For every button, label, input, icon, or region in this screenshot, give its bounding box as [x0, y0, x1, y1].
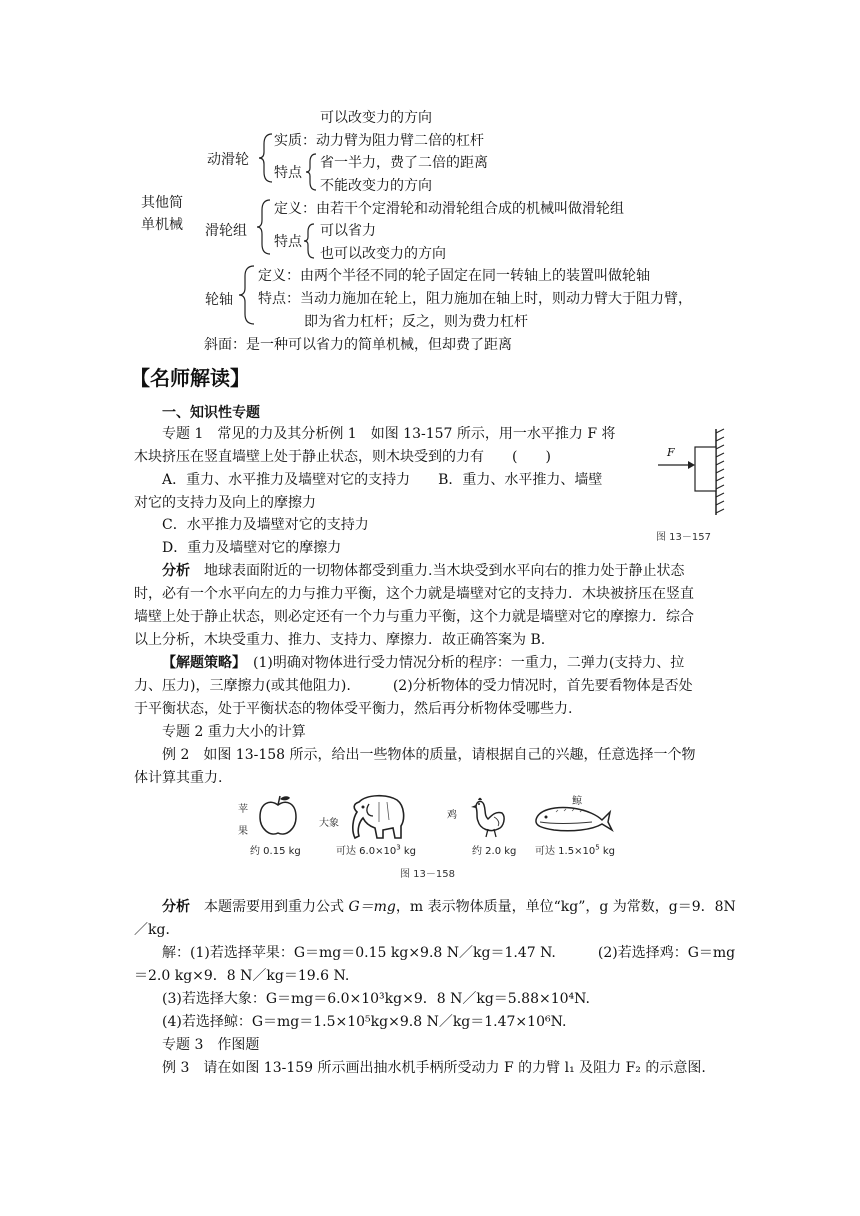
topic1-line1: 专题 1 常见的力及其分析例 1 如图 13-157 所示，用一水平推力 F 将	[162, 426, 616, 442]
movable-pulley-top-line: 可以改变力的方向	[320, 110, 432, 126]
elephant-mass-unit: kg	[400, 846, 416, 857]
chicken-icon	[466, 793, 510, 841]
topic1-option-a-cont: 对它的支持力及向上的摩擦力	[134, 495, 316, 511]
topic3-line1: 例 3 请在如图 13-159 所示画出抽水机手柄所受动力 F 的力臂 l₁ 及阻力 F₂ 的示意图.	[162, 1060, 706, 1076]
movable-pulley-feature2: 不能改变力的方向	[320, 178, 432, 194]
topic2-title: 专题 2 重力大小的计算	[162, 724, 306, 740]
incline-line: 斜面：是一种可以省力的简单机械，但却费了距离	[204, 337, 512, 353]
elephant-mass-exp: 3	[396, 843, 401, 852]
topic1-option-c: C．水平推力及墙壁对它的支持力	[162, 517, 369, 533]
figure-13-157	[650, 425, 740, 525]
wheel-axle-feature2: 即为省力杠杆；反之，则为费力杠杆	[304, 314, 528, 330]
movable-pulley-brace	[258, 132, 274, 184]
section-heading: 【名师解读】	[130, 366, 250, 390]
whale-mass-exp: 5	[595, 843, 600, 852]
pulley-block-feature-brace	[302, 222, 316, 260]
movable-pulley-essence: 实质：动力臂为阻力臂二倍的杠杆	[274, 133, 484, 149]
pulley-block-definition: 定义：由若干个定滑轮和动滑轮组合成的机械叫做滑轮组	[274, 201, 624, 217]
topic1-option-d: D．重力及墙壁对它的摩擦力	[162, 540, 342, 556]
chicken-name: 鸡	[447, 810, 457, 821]
chicken-mass: 约 2.0 kg	[472, 846, 517, 857]
apple-name-2: 果	[238, 826, 248, 837]
apple-name-1: 苹	[238, 804, 248, 815]
figure-13-157-force-label: F	[667, 446, 675, 459]
elephant-icon	[343, 792, 411, 844]
wheel-axle-brace	[238, 264, 256, 326]
movable-pulley-feature-label: 特点	[274, 165, 302, 181]
strategy-line1: (1)明确对物体进行受力情况分析的程序：一重力，二弹力(支持力、拉	[239, 655, 685, 671]
wheel-axle-feature1: 特点：当动力施加在轮上，阻力施加在轴上时，则动力臂大于阻力臂，	[258, 291, 692, 307]
apple-icon	[256, 793, 300, 839]
topic1-line2: 木块挤压在竖直墙壁上处于静止状态，则木块受到的力有 ( )	[134, 449, 551, 465]
strategy-line2: 力、压力)，三摩擦力(或其他阻力). (2)分析物体的受力情况时，首先要看物体是否处	[134, 678, 693, 694]
outline-root-line1: 其他简	[141, 195, 183, 211]
analysis1-line4: 以上分析，木块受重力、推力、支持力、摩擦力．故正确答案为 B.	[134, 632, 546, 648]
strategy-line3: 于平衡状态，处于平衡状态的物体受平衡力，然后再分析物体受哪些力.	[134, 701, 573, 717]
topic1-option-a: A．重力、水平推力及墙壁对它的支持力 B．重力、水平推力、墙壁	[162, 472, 603, 488]
pulley-block-feature2: 也可以改变力的方向	[320, 246, 446, 262]
wood-block	[695, 447, 716, 491]
subsection-title: 一、知识性专题	[162, 405, 260, 421]
movable-pulley-feature-brace	[304, 152, 318, 192]
whale-icon	[532, 800, 614, 838]
topic2-line1: 例 2 如图 13-158 所示，给出一些物体的质量，请根据自己的兴趣，任意选择一个物	[162, 747, 696, 763]
wheel-axle-label: 轮轴	[205, 292, 233, 308]
solution-chicken: ＝2.0 kg×9．8 N／kg＝19.6 N.	[134, 968, 350, 984]
figure-13-158-caption: 图 13－158	[400, 869, 455, 880]
figure-13-157-caption: 图 13－157	[656, 532, 711, 543]
whale-mass-unit: kg	[599, 846, 615, 857]
analysis1-label: 分析	[162, 563, 190, 579]
analysis1-line2: 时，必有一个水平向左的力与推力平衡，这个力就是墙壁对它的支持力．木块被挤压在竖直	[134, 586, 694, 602]
movable-pulley-label: 动滑轮	[207, 152, 249, 168]
gravity-formula: G＝mg	[348, 899, 396, 915]
solution-elephant: (3)若选择大象：G＝mg＝6.0×10³kg×9．8 N／kg＝5.88×10⁴N.	[162, 991, 590, 1007]
whale-name: 鲸	[572, 796, 582, 807]
pulley-block-brace	[256, 198, 272, 256]
topic2-line2: 体计算其重力.	[134, 770, 223, 786]
solution-apple: 解：(1)若选择苹果：G＝mg＝0.15 kg×9.8 N／kg＝1.47 N. (2)若选择鸡：G＝mg	[162, 945, 736, 961]
elephant-mass-prefix: 可达 6.0×10	[336, 846, 397, 857]
pulley-block-feature-label: 特点	[274, 234, 302, 250]
topic3-title: 专题 3 作图题	[162, 1037, 260, 1053]
analysis2-line1-b: ，m 表示物体质量，单位“kg”，g 为常数，g＝9．8N	[395, 899, 736, 915]
wheel-axle-definition: 定义：由两个半径不同的轮子固定在同一转轴上的装置叫做轮轴	[258, 268, 650, 284]
analysis1-line1: 地球表面附近的一切物体都受到重力.当木块受到水平向右的推力处于静止状态	[190, 563, 685, 579]
strategy-label: 【解题策略】	[162, 655, 239, 671]
analysis2-line2: ／kg．	[134, 922, 180, 938]
whale-mass-prefix: 可达 1.5×10	[535, 846, 596, 857]
pulley-block-label: 滑轮组	[205, 223, 247, 239]
analysis1-line3: 墙壁上处于静止状态，则必定还有一个力与重力平衡，这个力就是墙壁对它的摩擦力．综合	[134, 609, 694, 625]
analysis2-line1-a: 本题需要用到重力公式	[190, 899, 349, 915]
outline-root-line2: 单机械	[141, 217, 183, 233]
elephant-name: 大象	[319, 818, 339, 829]
analysis2-label: 分析	[162, 899, 190, 915]
movable-pulley-feature1: 省一半力，费了二倍的距离	[320, 155, 488, 171]
pulley-block-feature1: 可以省力	[320, 223, 376, 239]
apple-mass: 约 0.15 kg	[250, 846, 301, 857]
solution-whale: (4)若选择鲸：G＝mg＝1.5×10⁵kg×9.8 N／kg＝1.47×10⁶N.	[162, 1014, 567, 1030]
